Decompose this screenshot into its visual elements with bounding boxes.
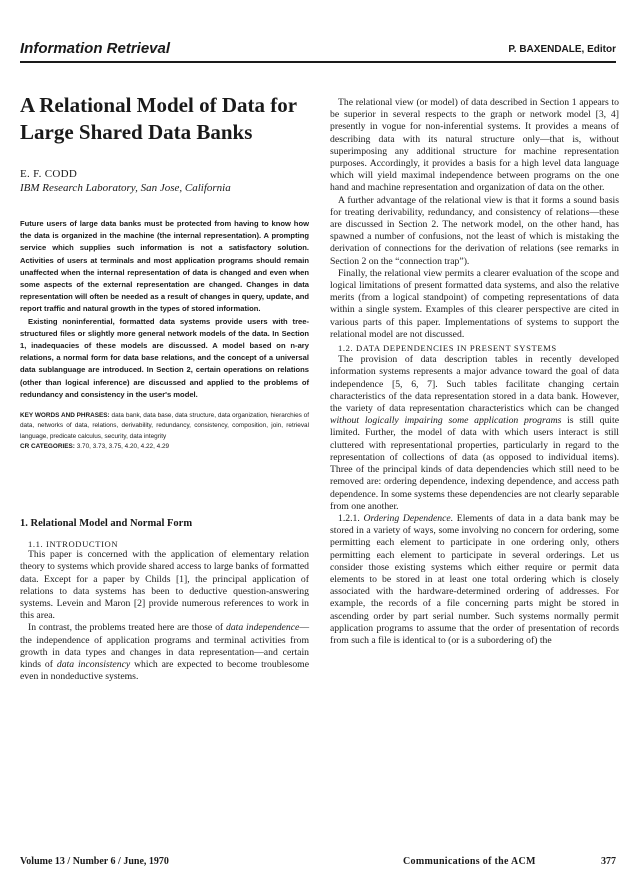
editor-credit: P. BAXENDALE, Editor (508, 44, 616, 55)
abstract (20, 218, 309, 401)
body-paragraph: Finally, the relational view permits a clearer evaluation of the scope and logical limitations of present formatted data systems, and also the relative merits (from a logical standpoint) of competing representations of data within a single system. Examples of this clearer perspective are cited in various parts of this paper. Implementations of systems to support the relational model are not discussed. (330, 267, 619, 340)
subsection-heading-dependencies: 1.2. DATA DEPENDENCIES IN PRESENT SYSTEMS (338, 343, 557, 354)
emphasis-text: without logically impairing some application programs (330, 415, 562, 427)
body-paragraph: This paper is concerned with the application of elementary relation theory to systems which provide shared access to large banks of formatted data. Except for a paper by Childs [1], the principal application of relations to data systems has been to deductive question-answering systems. Levein and Maron [2] provide numerous references to work in this area. (20, 549, 309, 622)
author-affiliation: IBM Research Laboratory, San Jose, California (20, 182, 231, 194)
volume-info: Volume 13 / Number 6 / June, 1970 (20, 856, 169, 867)
subsection-heading-intro: 1.1. INTRODUCTION (28, 539, 119, 550)
article-title (20, 92, 309, 146)
body-paragraph: 1.2.1. Ordering Dependence. Elements of data in a data bank may be stored in a variety of ways, some involving no concern for ordering, some permitting each element to participate in one ordering only, others permitting each element to participate in several orderings. Let us consider those existing systems which either require or permit data elements to be stored in at least one total ordering which is closely associated with the hardware-determined ordering of addresses. For example, the records of a file concerning parts might be stored in ascending order by part serial number. Such systems normally permit application programs to assume that the order of presentation of records from such a file is identical to (or is a subordering of) the (330, 512, 619, 646)
emphasis-text: Ordering Dependence. (363, 512, 454, 524)
title-line-2: Large Shared Data Banks (20, 120, 253, 144)
cr-categories (20, 442, 309, 452)
abstract-paragraph-2: Existing noninferential, formatted data systems provide users with tree-structured files or slightly more general network models of the data. In Section 1, inadequacies of these models are discussed. A model based on n-ary relations, a normal form for data base relations, and the concept of a universal data sublanguage are introduced. In Section 2, certain operations on relations (other than logical inference) are discussed and applied to the problems of redundancy and consistency in the user's model. (20, 316, 309, 399)
body-paragraph: A further advantage of the relational view is that it forms a sound basis for treating derivability, redundancy, and consistency of relations—these are discussed in Section 2. The network model, on the other hand, has spawned a number of confusions, not the least of which is mistaking the derivation of connections for the derivation of relations (see remarks in Section 2 on the “connection trap”). (330, 194, 619, 267)
emphasis-text: data independence (225, 622, 300, 634)
body-paragraph: The relational view (or model) of data described in Section 1 appears to be superior in several respects to the graph or network model [3, 4] presently in vogue for non-inferential systems. It provides a means of describing data with its natural structure only—that is, without superimposing any additional structure for machine representation purposes. Accordingly, it provides a basis for a high level data language which will yield maximal independence between programs on the one hand and machine representation and organization of data on the other. (330, 97, 619, 194)
keywords (20, 411, 309, 442)
header-rule (20, 61, 616, 63)
left-column (20, 92, 309, 683)
keywords-text: data bank, data base, data structure, data organization, hierarchies of data, networks of data, relations, derivability, redundancy, consistency, composition, join, retrieval language, predicate calculus, security, data integrity (20, 412, 309, 440)
author-name: E. F. CODD (20, 168, 78, 180)
section-body-left (20, 549, 309, 683)
section-heading: 1. Relational Model and Normal Form (20, 518, 193, 530)
body-paragraph: The provision of data description tables in recently developed information systems represents a major advance toward the goal of data independence [5, 6, 7]. Such tables facilitate changing certain characteristics of the data representation stored in a data bank. However, the variety of data representation characteristics which can be changed without logically impairing some application programs is still quite limited. Further, the model of data with which users interact is still cluttered with representational properties, particularly in regard to the representation of collections of data (as opposed to individual items). Three of the principal kinds of data dependencies which still need to be removed are: ordering dependence, indexing dependence, and access path dependence. In some systems these dependencies are not clearly separable from one another. (330, 354, 619, 512)
cr-label: CR CATEGORIES: (20, 442, 75, 450)
section-body-right (330, 97, 619, 647)
body-paragraph: In contrast, the problems treated here are those of data independence—the independence of application programs and terminal activities from growth in data types and changes in data representation—and certain kinds of data inconsistency which are expected to become troublesome even in nondeductive systems. (20, 622, 310, 683)
keywords-label: KEY WORDS AND PHRASES: (20, 412, 110, 420)
abstract-paragraph-1: Future users of large data banks must be protected from having to know how the data is organized in the machine (the internal representation). A prompting service which supplies such information is not a satisfactory solution. Activities of users at terminals and most application programs should remain unaffected when the internal representation of data is changed and even when some aspects of the external representation are changed. Changes in data representation will often be needed as a result of changes in query, update, and report traffic and natural growth in the types of stored information. (20, 219, 309, 314)
cr-text: 3.70, 3.73, 3.75, 4.20, 4.22, 4.29 (76, 442, 170, 450)
right-column (330, 97, 619, 647)
journal-name: Communications of the ACM (403, 856, 536, 867)
section-name: Information Retrieval (20, 40, 171, 57)
title-line-1: A Relational Model of Data for (20, 93, 298, 117)
page-number: 377 (601, 856, 616, 867)
emphasis-text: data inconsistency (56, 659, 131, 671)
